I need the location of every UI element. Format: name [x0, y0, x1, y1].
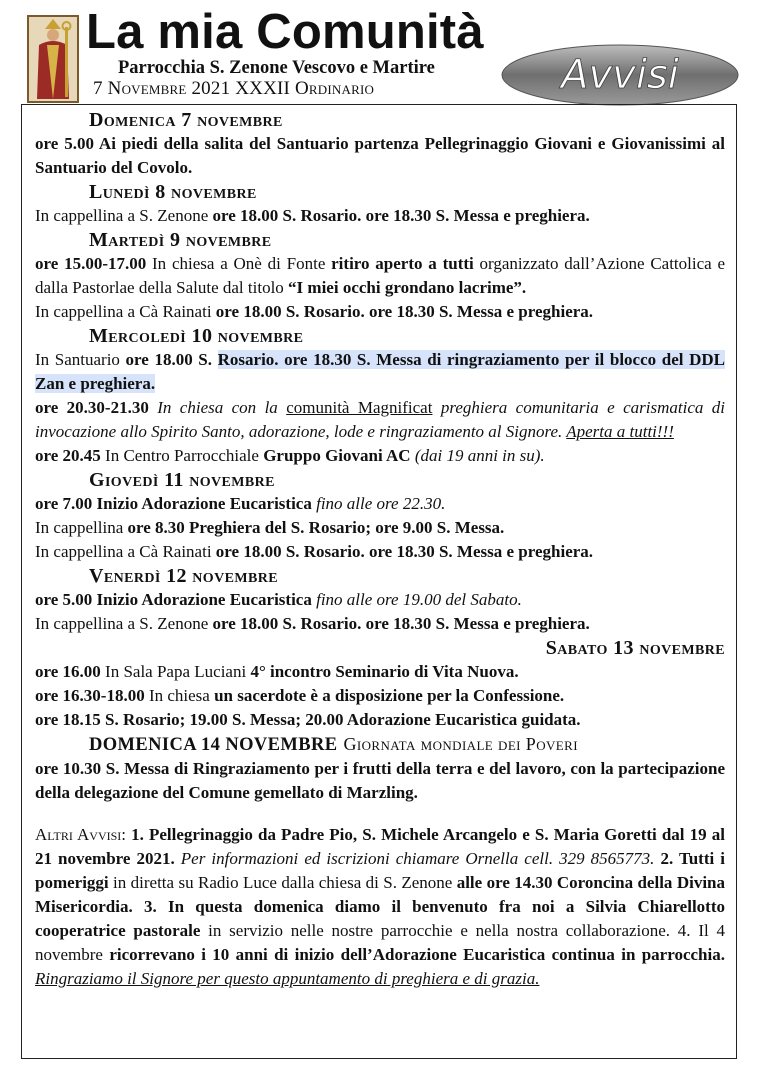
other-notices: [35, 823, 725, 991]
event-text: preghiera comunitaria e carismatica di invocazione allo Spirito Santo, adorazione, lode e ringraziamento al Signore.: [35, 398, 726, 441]
event-note: fino alle ore 19.00 del Sabato.: [311, 590, 522, 609]
avvisi-label: Avvisi: [561, 52, 679, 98]
event-time: ore 20.30-21.30: [35, 398, 158, 417]
event-place: In cappellina a Cà Rainati: [35, 302, 216, 321]
event-time: ore 16.00: [35, 662, 101, 681]
other-notices-label: Altri Avvisi:: [35, 825, 127, 844]
event-text: ore 5.00 Inizio Adorazione Eucaristica: [35, 590, 312, 609]
parish-name: Parrocchia S. Zenone Vescovo e Martire: [118, 58, 435, 78]
event-text: ore 18.00 S.: [125, 350, 218, 369]
event-place: In cappellina a S. Zenone: [35, 206, 213, 225]
event-text: organizzato dall’Azione Cattolica e dalla Pastorlae della Salute dal titolo: [35, 254, 726, 297]
event-place: In Santuario: [35, 350, 126, 369]
notice-text: 2. Tutti i pomeriggi: [35, 849, 725, 892]
event-line: [35, 444, 725, 468]
event-text: ore 18.00 S. Rosario. ore 18.30 S. Messa e preghiera.: [212, 206, 590, 225]
event-text: Gruppo Giovani AC: [263, 446, 411, 465]
event-place: In chiesa: [144, 686, 215, 705]
event-line: [35, 492, 725, 516]
heading-subtitle: Giornata mondiale dei Poveri: [343, 734, 578, 754]
event-line: [35, 348, 725, 396]
closing-note: Ringraziamo il Signore per questo appuntamento di preghiera e di grazia.: [35, 969, 540, 988]
event-place: In cappellina a S. Zenone: [35, 614, 213, 633]
notice-text: ricorrevano i 10 anni di inizio dell’Adorazione Eucaristica continua in parrocchia.: [109, 945, 725, 964]
notice-text: Il 4 novembre: [35, 921, 725, 964]
event-line: [35, 540, 725, 564]
event-place: In Sala Papa Luciani: [100, 662, 251, 681]
event-text: ore 18.00 S. Rosario. ore 18.30 S. Messa e preghiera.: [212, 614, 590, 633]
event-text: ore 5.00 Ai piedi della salita del Santuario partenza Pellegrinaggio Giovani e Giovanissimi al Santuario del Covolo.: [35, 134, 725, 177]
heading-sunday-7: Domenica 7 novembre: [89, 109, 283, 131]
event-text: ore 18.15 S. Rosario; 19.00 S. Messa; 20.00 Adorazione Eucaristica guidata.: [35, 710, 581, 729]
event-line: [35, 516, 725, 540]
event-title: “I miei occhi grondano lacrime”.: [288, 278, 527, 297]
event-text: 4° incontro Seminario di Vita Nuova.: [250, 662, 519, 681]
notice-contact: Per informazioni ed iscrizioni chiamare Ornella cell. 329 8565773.: [174, 849, 655, 868]
event-line: [35, 684, 725, 708]
heading-friday-12: Venerdì 12 novembre: [89, 565, 278, 587]
saint-statue-icon: [27, 15, 79, 103]
notice-content: [35, 108, 725, 991]
event-note: fino alle ore 22.30.: [311, 494, 446, 513]
event-line: [35, 660, 725, 684]
page-title: La mia Comunità: [86, 5, 484, 59]
event-text: ore 10.30 S. Messa di Ringraziamento per i frutti della terra e del lavoro, con la partecipazione della delegazione del Comune gemellato di Marzling.: [35, 759, 725, 802]
notice-text: 1. Pellegrinaggio da Padre Pio, S. Michele Arcangelo e S. Maria Goretti dal 19 al 21 novembre 2021.: [35, 825, 725, 868]
highlighted-text: Rosario. ore 18.30 S. Messa di ringraziamento per il blocco del DDL Zan e preghiera.: [35, 350, 725, 393]
event-text: ore 18.00 S. Rosario. ore 18.30 S. Messa e preghiera.: [215, 542, 594, 561]
event-note: Aperta a tutti!!!: [566, 422, 674, 441]
avvisi-badge: [500, 43, 740, 107]
event-line: [35, 708, 725, 732]
event-line: [35, 588, 725, 612]
event-line: [35, 204, 725, 228]
notice-text: alle ore 14.30 Coroncina della Divina Misericordia. 3. In questa domenica diamo il benvenuto fra noi a Silvia Chiarellotto cooperatrice pastorale: [35, 873, 725, 940]
heading-text: DOMENICA 14 NOVEMBRE: [89, 735, 338, 755]
event-place: In cappellina: [35, 518, 128, 537]
event-text: In chiesa con la: [157, 398, 287, 417]
event-line: [35, 612, 725, 636]
issue-date: 7 Novembre 2021 XXXII Ordinario: [93, 78, 375, 99]
event-text: ore 8.30 Preghiera del S. Rosario; ore 9.00 S. Messa.: [127, 518, 505, 537]
event-time: ore 16.30-18.00: [35, 686, 145, 705]
event-place: In chiesa a Onè di Fonte: [146, 254, 332, 273]
event-place: In cappellina a Cà Rainati: [35, 542, 216, 561]
event-text: ore 18.00 S. Rosario. ore 18.30 S. Messa e preghiera.: [215, 302, 594, 321]
event-line: [35, 757, 725, 805]
heading-wednesday-10: Mercoledì 10 novembre: [89, 325, 304, 347]
event-place: In Centro Parrocchiale: [100, 446, 264, 465]
event-text: ritiro aperto a tutti: [331, 254, 474, 273]
notice-text: in servizio nelle nostre parrocchie e nella nostra collaborazione. 4.: [200, 921, 691, 940]
heading-thursday-11: Giovedì 11 novembre: [89, 469, 275, 491]
notice-text: in diretta su Radio Luce dalla chiesa di S. Zenone: [108, 873, 457, 892]
event-note: (dai 19 anni in su).: [410, 446, 545, 465]
heading-monday-8: Lunedì 8 novembre: [89, 181, 257, 203]
event-line: [35, 396, 725, 444]
event-text: ore 7.00 Inizio Adorazione Eucaristica: [35, 494, 312, 513]
event-time: ore 15.00-17.00: [35, 254, 147, 273]
heading-tuesday-9: Martedì 9 novembre: [89, 229, 272, 251]
event-text: un sacerdote è a disposizione per la Confessione.: [214, 686, 565, 705]
heading-saturday-13: Sabato 13 novembre: [545, 637, 725, 659]
event-time: ore 20.45: [35, 446, 101, 465]
event-line: [35, 300, 725, 324]
event-line: [35, 132, 725, 180]
event-line: [35, 252, 725, 300]
heading-sunday-14: [35, 732, 725, 757]
event-group: comunità Magnificat: [286, 398, 433, 417]
